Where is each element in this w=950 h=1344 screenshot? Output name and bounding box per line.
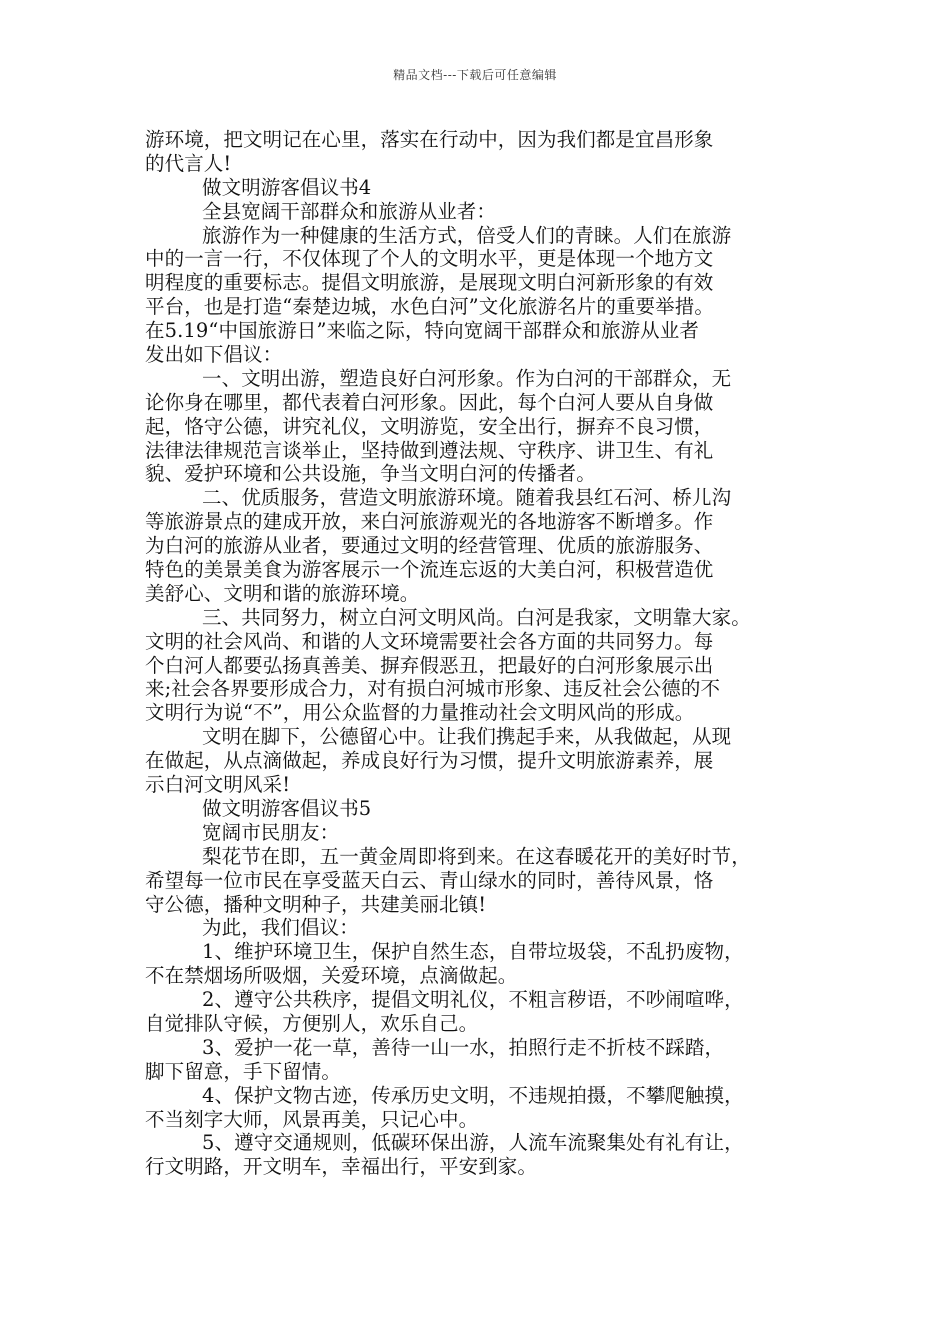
text-line: 5、遵守交通规则，低碳环保出游，人流车流聚集处有礼有让， [202, 1131, 744, 1155]
text-line: 希望每一位市民在享受蓝天白云、青山绿水的同时，善待风景，恪 [145, 868, 714, 892]
text-line: 文明在脚下，公德留心中。让我们携起手来，从我做起，从现 [202, 725, 732, 749]
text-line: 不当刻字大师，风景再美，只记心中。 [145, 1107, 479, 1131]
text-line: 的代言人! [145, 151, 232, 175]
text-line: 守公德，播种文明种子，共建美丽北镇! [145, 892, 487, 916]
text-line: 做文明游客倡议书4 [202, 175, 372, 199]
text-line: 起，恪守公德，讲究礼仪，文明游览，安全出行，摒弃不良习惯， [145, 414, 714, 438]
text-line: 行文明路，开文明车，幸福出行，平安到家。 [145, 1155, 538, 1179]
text-line: 3、爱护一花一草，善待一山一水，拍照行走不折枝不踩踏， [202, 1035, 725, 1059]
page-header: 精品文档---下载后可任意编辑 [393, 68, 557, 82]
text-line: 在做起，从点滴做起，养成良好行为习惯，提升文明旅游素养，展 [145, 749, 714, 773]
text-line: 示白河文明风采! [145, 773, 291, 797]
text-line: 个白河人都要弘扬真善美、摒弃假恶丑，把最好的白河形象展示出 [145, 653, 714, 677]
text-line: 宽阔市民朋友： [202, 820, 340, 844]
text-line: 游环境，把文明记在心里，落实在行动中，因为我们都是宜昌形象 [145, 128, 714, 151]
text-line: 平台，也是打造“秦楚边城，水色白河”文化旅游名片的重要举措。 [145, 295, 714, 319]
text-line: 2、遵守公共秩序，提倡文明礼仪，不粗言秽语，不吵闹喧哗， [202, 988, 744, 1012]
document-body [145, 128, 805, 1179]
text-line: 不在禁烟场所吸烟，关爱环境，点滴做起。 [145, 964, 518, 988]
text-line: 在5.19“中国旅游日”来临之际，特向宽阔干部群众和旅游从业者 [145, 319, 699, 343]
text-line: 法律法律规范言谈举止，坚持做到遵法规、守秩序、讲卫生、有礼 [145, 438, 714, 462]
text-line: 文明行为说“不”，用公众监督的力量推动社会文明风尚的形成。 [145, 701, 695, 725]
text-line: 来;社会各界要形成合力，对有损白河城市形象、违反社会公德的不 [145, 677, 721, 701]
text-line: 梨花节在即，五一黄金周即将到来。在这春暖花开的美好时节， [202, 844, 751, 868]
text-line: 4、保护文物古迹，传承历史文明，不违规拍摄，不攀爬触摸， [202, 1083, 744, 1107]
text-line: 自觉排队守候，方便别人，欢乐自己。 [145, 1011, 479, 1035]
text-line: 做文明游客倡议书5 [202, 796, 372, 820]
text-line: 文明的社会风尚、和谐的人文环境需要社会各方面的共同努力。每 [145, 629, 714, 653]
text-line: 二、优质服务，营造文明旅游环境。随着我县红石河、桥儿沟 [202, 486, 732, 510]
text-line: 中的一言一行，不仅体现了个人的文明水平，更是体现一个地方文 [145, 247, 714, 271]
text-line: 论你身在哪里，都代表着白河形象。因此，每个白河人要从自身做 [145, 390, 714, 414]
text-line: 旅游作为一种健康的生活方式，倍受人们的青睐。人们在旅游 [202, 223, 732, 247]
text-line: 三、共同努力，树立白河文明风尚。白河是我家，文明靠大家。 [202, 605, 751, 629]
text-line: 一、文明出游，塑造良好白河形象。作为白河的干部群众，无 [202, 366, 732, 390]
text-line: 特色的美景美食为游客展示一个流连忘返的大美白河，积极营造优 [145, 558, 714, 582]
text-line: 等旅游景点的建成开放，来白河旅游观光的各地游客不断增多。作 [145, 510, 714, 534]
text-line: 1、维护环境卫生，保护自然生态，自带垃圾袋，不乱扔废物， [202, 940, 744, 964]
text-line: 貌、爱护环境和公共设施，争当文明白河的传播者。 [145, 462, 596, 486]
text-line: 发出如下倡议： [145, 343, 283, 367]
text-line: 脚下留意，手下留情。 [145, 1059, 342, 1083]
text-line: 美舒心、文明和谐的旅游环境。 [145, 581, 420, 605]
text-line: 为白河的旅游从业者，要通过文明的经营管理、优质的旅游服务、 [145, 534, 714, 558]
text-line: 为此，我们倡议： [202, 916, 359, 940]
text-line: 全县宽阔干部群众和旅游从业者： [202, 199, 497, 223]
text-line: 明程度的重要标志。提倡文明旅游，是展现文明白河新形象的有效 [145, 271, 714, 295]
